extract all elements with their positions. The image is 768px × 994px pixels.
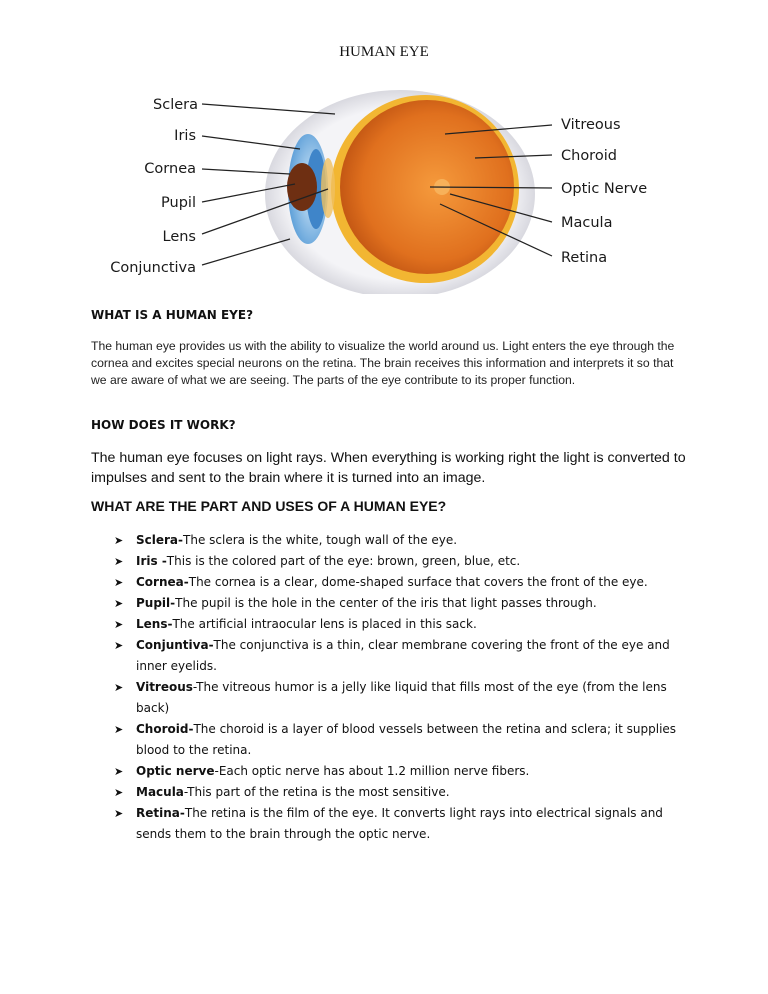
part-term: Macula <box>136 785 184 799</box>
part-desc: The sclera is the white, tough wall of the eye. <box>183 533 458 547</box>
part-term: Optic nerve <box>136 764 215 778</box>
page-title: HUMAN EYE <box>339 44 429 60</box>
label-conjunctiva: Conjunctiva <box>110 260 196 276</box>
arrowhead-bullet-icon: ➤ <box>114 786 124 799</box>
arrowhead-bullet-icon: ➤ <box>114 723 124 736</box>
arrowhead-bullet-icon: ➤ <box>114 555 124 568</box>
label-sclera: Sclera <box>153 97 198 113</box>
list-item <box>114 803 684 845</box>
list-item <box>114 677 684 719</box>
list-item <box>114 719 684 761</box>
arrowhead-bullet-icon: ➤ <box>114 576 124 589</box>
part-term: Sclera- <box>136 533 184 547</box>
list-item <box>114 593 684 614</box>
part-term: Lens- <box>136 617 173 631</box>
list-item <box>114 614 684 635</box>
label-retina: Retina <box>561 250 608 266</box>
paragraph-what-is: The human eye provides us with the ability to visualize the world around us. Light enters the eye through the cornea and excites special neurons on the retina. The brain receives this information and interprets it so that we are aware of what we are seeing. The parts of the eye contribute to its proper function. <box>91 339 675 387</box>
label-optic-nerve: Optic Nerve <box>561 181 648 197</box>
arrowhead-bullet-icon: ➤ <box>114 597 124 610</box>
arrowhead-bullet-icon: ➤ <box>114 765 124 778</box>
pupil-shape <box>287 163 317 211</box>
part-term: Cornea- <box>136 575 189 589</box>
list-item <box>114 761 684 782</box>
part-desc: The choroid is a layer of blood vessels between the retina and sclera; it supplies blood to the retina. <box>136 722 677 757</box>
list-item <box>114 782 684 803</box>
lens-shape <box>321 158 335 218</box>
part-term: Iris - <box>136 554 167 568</box>
parts-list <box>114 530 684 845</box>
label-cornea: Cornea <box>144 161 196 177</box>
arrowhead-bullet-icon: ➤ <box>114 618 124 631</box>
part-term: Retina- <box>136 806 185 820</box>
paragraph-how-works: The human eye focuses on light rays. When everything is working right the light is converted to impulses and sent to the brain where it is turned into an image. <box>91 450 686 486</box>
arrowhead-bullet-icon: ➤ <box>114 639 124 652</box>
list-item <box>114 572 684 593</box>
section-heading-what-is: WHAT IS A HUMAN EYE? <box>91 308 254 322</box>
part-desc: The retina is the film of the eye. It converts light rays into electrical signals and sends them to the brain through the optic nerve. <box>136 806 663 841</box>
label-lens: Lens <box>162 229 196 245</box>
part-term: Vitreous <box>136 680 193 694</box>
list-item <box>114 635 684 677</box>
section-heading-how-works: HOW DOES IT WORK? <box>91 418 236 432</box>
part-desc: -This part of the retina is the most sensitive. <box>183 785 450 799</box>
label-vitreous: Vitreous <box>561 117 621 133</box>
part-desc: The cornea is a clear, dome-shaped surface that covers the front of the eye. <box>188 575 648 589</box>
part-term: Pupil- <box>136 596 176 610</box>
arrowhead-bullet-icon: ➤ <box>114 534 124 547</box>
section-heading-parts: WHAT ARE THE PART AND USES OF A HUMAN EYE? <box>91 498 447 514</box>
part-term: Choroid- <box>136 722 194 736</box>
part-desc: -Each optic nerve has about 1.2 million nerve fibers. <box>214 764 530 778</box>
label-choroid: Choroid <box>561 148 617 164</box>
label-pupil: Pupil <box>161 195 196 211</box>
part-desc: The conjunctiva is a thin, clear membrane covering the front of the eye and inner eyelids. <box>136 638 670 673</box>
label-macula: Macula <box>561 215 613 231</box>
part-desc: The artificial intraocular lens is placed in this sack. <box>172 617 477 631</box>
eye-diagram <box>90 84 680 294</box>
part-desc: -The vitreous humor is a jelly like liquid that fills most of the eye (from the lens back) <box>136 680 667 715</box>
list-item <box>114 530 684 551</box>
label-iris: Iris <box>174 128 196 144</box>
arrowhead-bullet-icon: ➤ <box>114 807 124 820</box>
arrowhead-bullet-icon: ➤ <box>114 681 124 694</box>
part-desc: This is the colored part of the eye: brown, green, blue, etc. <box>166 554 521 568</box>
part-desc: The pupil is the hole in the center of the iris that light passes through. <box>175 596 597 610</box>
list-item <box>114 551 684 572</box>
part-term: Conjuntiva- <box>136 638 214 652</box>
